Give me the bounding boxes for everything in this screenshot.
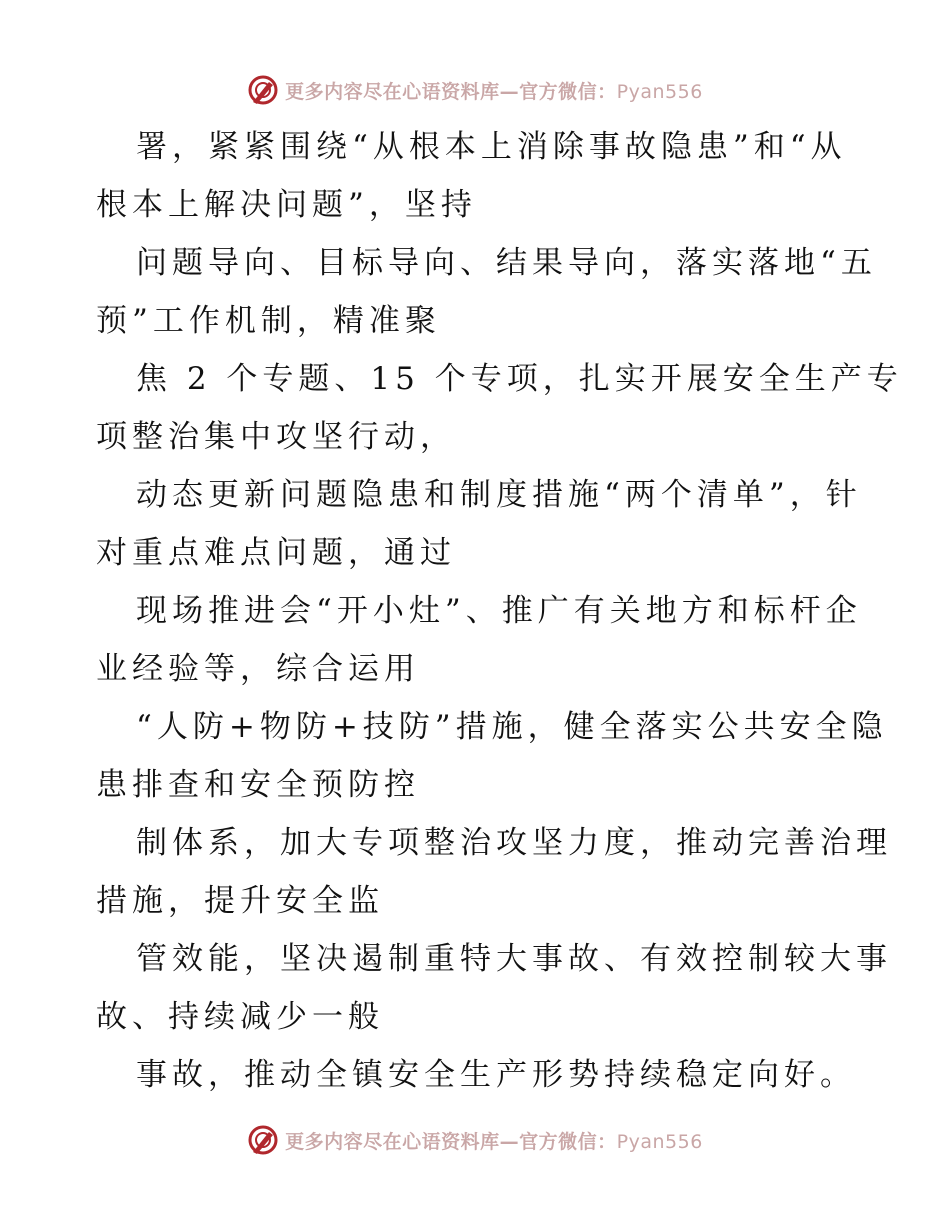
pen-logo-icon xyxy=(247,1124,279,1156)
document-body xyxy=(96,118,903,1104)
text-line: 措施，提升安全监 xyxy=(96,883,384,919)
watermark-text: 更多内容尽在心语资料库—官方微信：Pyan556 xyxy=(285,1130,703,1153)
watermark-text: 更多内容尽在心语资料库—官方微信：Pyan556 xyxy=(285,80,703,103)
text-line: 动态更新问题隐患和制度措施“两个清单”，针 xyxy=(136,477,862,513)
text-line: 项整治集中攻坚行动， xyxy=(96,419,456,455)
footer-watermark xyxy=(0,1120,950,1160)
text-line: 业经验等，综合运用 xyxy=(96,651,420,687)
text-line: “人防+物防+技防”措施，健全落实公共安全隐 xyxy=(136,709,888,745)
text-line: 制体系，加大专项整治攻坚力度，推动完善治理 xyxy=(136,825,892,861)
text-line: 问题导向、目标导向、结果导向，落实落地“五 xyxy=(136,245,877,281)
text-line: 患排查和安全预防控 xyxy=(96,767,420,803)
header-watermark xyxy=(0,70,950,110)
pen-logo-icon xyxy=(247,74,279,106)
text-line: 现场推进会“开小灶”、推广有关地方和标杆企 xyxy=(136,593,862,629)
text-line: 预”工作机制，精准聚 xyxy=(96,303,441,339)
text-line: 事故，推动全镇安全生产形势持续稳定向好。 xyxy=(136,1057,856,1093)
text-line: 管效能，坚决遏制重特大事故、有效控制较大事 xyxy=(136,941,892,977)
text-line: 焦 2 个专题、15 个专项，扎实开展安全生产专 xyxy=(136,361,903,397)
text-line: 署，紧紧围绕“从根本上消除事故隐患”和“从 xyxy=(136,129,847,165)
text-line: 根本上解决问题”，坚持 xyxy=(96,187,477,223)
text-line: 对重点难点问题，通过 xyxy=(96,535,456,571)
text-line: 故、持续减少一般 xyxy=(96,999,384,1035)
